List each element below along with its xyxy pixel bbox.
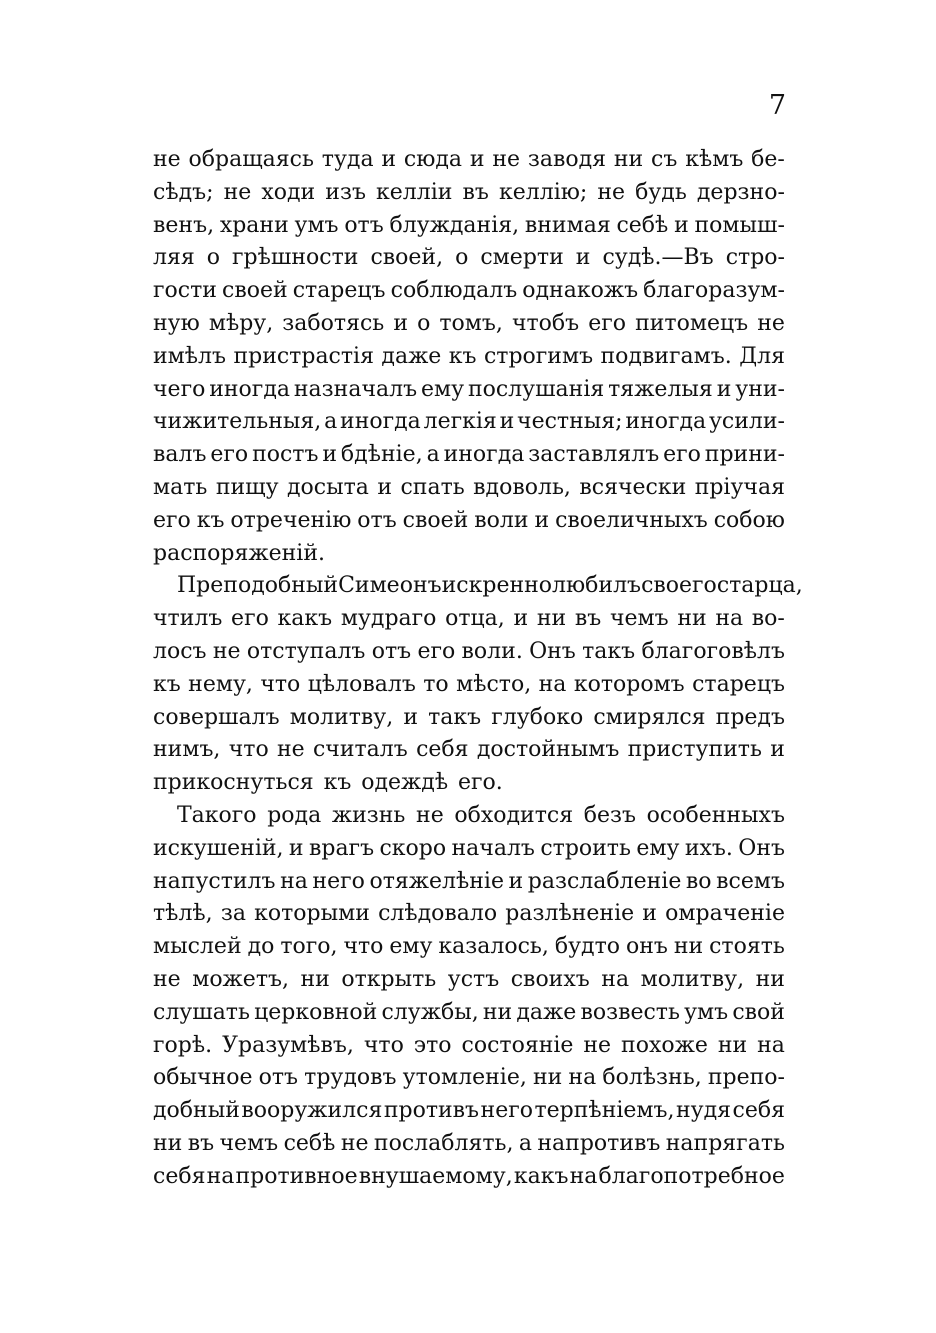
paragraph [153,570,803,800]
text-line: не обращаясь туда и сюда и не заводя ни съ кѣмъ бе- [153,147,785,172]
text-line: имѣлъ пристрастія даже къ строгимъ подвигамъ. Для [153,343,785,369]
paragraph [153,800,785,1194]
page-number: 7 [768,90,786,121]
text-line: горѣ. Уразумѣвъ, что это состояніе не похоже ни на [153,1032,785,1058]
text-line: мать пищу досыта и спать вдоволь, всячески пріучая [153,474,785,500]
text-line: его къ отреченію отъ своей воли и своеличныхъ собою [153,507,785,533]
text-line: сѣдъ; не ходи изъ келліи въ келлію; не будь дерзно- [153,179,785,205]
text-line: чтилъ его какъ мудраго отца, и ни въ чемъ ни на во- [153,606,785,632]
text-line: чижительныя, а иногда легкія и честныя; иногда усили- [153,409,785,435]
text-line: себя на противное внушаемому, какъ на благопотребное [153,1163,785,1189]
text-line: венъ, храни умъ отъ блужданія, внимая себѣ и помыш- [153,212,785,238]
text-line: прикоснуться къ одеждѣ его. [153,770,503,796]
text-line: ную мѣру, заботясь и о томъ, чтобъ его питомецъ не [153,310,785,336]
text-line: тѣлѣ, за которыми слѣдовало разлѣненіе и омраченіе [153,901,785,927]
text-line: обычное отъ трудовъ утомленіе, ни на болѣзнь, препо- [153,1065,785,1091]
text-line: распоряженій. [153,540,326,566]
text-line: ляя о грѣшности своей, о смерти и судѣ.—Въ стро- [153,245,785,271]
text-line: гости своей старецъ соблюдалъ однакожъ благоразум- [153,278,785,304]
text-line: совершалъ молитву, и такъ глубоко смирялся предъ [153,704,785,730]
text-line: къ нему, что цѣловалъ то мѣсто, на которомъ старецъ [153,671,785,697]
text-line: искушеній, и врагъ скоро началъ строить ему ихъ. Онъ [153,835,785,861]
text-line: мыслей до того, что ему казалось, будто онъ ни стоять [153,934,785,960]
text-line: слушать церковной службы, ни даже возвесть умъ свой [153,999,785,1025]
text-line: Такого рода жизнь не обходится безъ особенныхъ [177,802,785,828]
text-line: валъ его постъ и бдѣніе, а иногда заставлялъ его прини- [153,442,785,468]
text-line: напустилъ на него отяжелѣніе и разслабленіе во всемъ [153,868,785,894]
text-line: добный вооружился противъ него терпѣніемъ, нудя себя [153,1098,785,1124]
text-line: не можетъ, ни открыть устъ своихъ на молитву, ни [153,966,785,992]
paragraph [153,144,785,570]
text-line: Преподобный Симеонъ искренно любилъ своего старца, [177,573,803,599]
text-line: ни въ чемъ себѣ не послаблять, а напротивъ напрягать [153,1130,785,1156]
body-text [153,144,803,1194]
text-line: чего иногда назначалъ ему послушанія тяжелыя и уни- [153,376,785,402]
text-line: нимъ, что не считалъ себя достойнымъ приступить и [153,737,785,763]
text-line: лосъ не отступалъ отъ его воли. Онъ такъ благоговѣлъ [153,638,785,664]
